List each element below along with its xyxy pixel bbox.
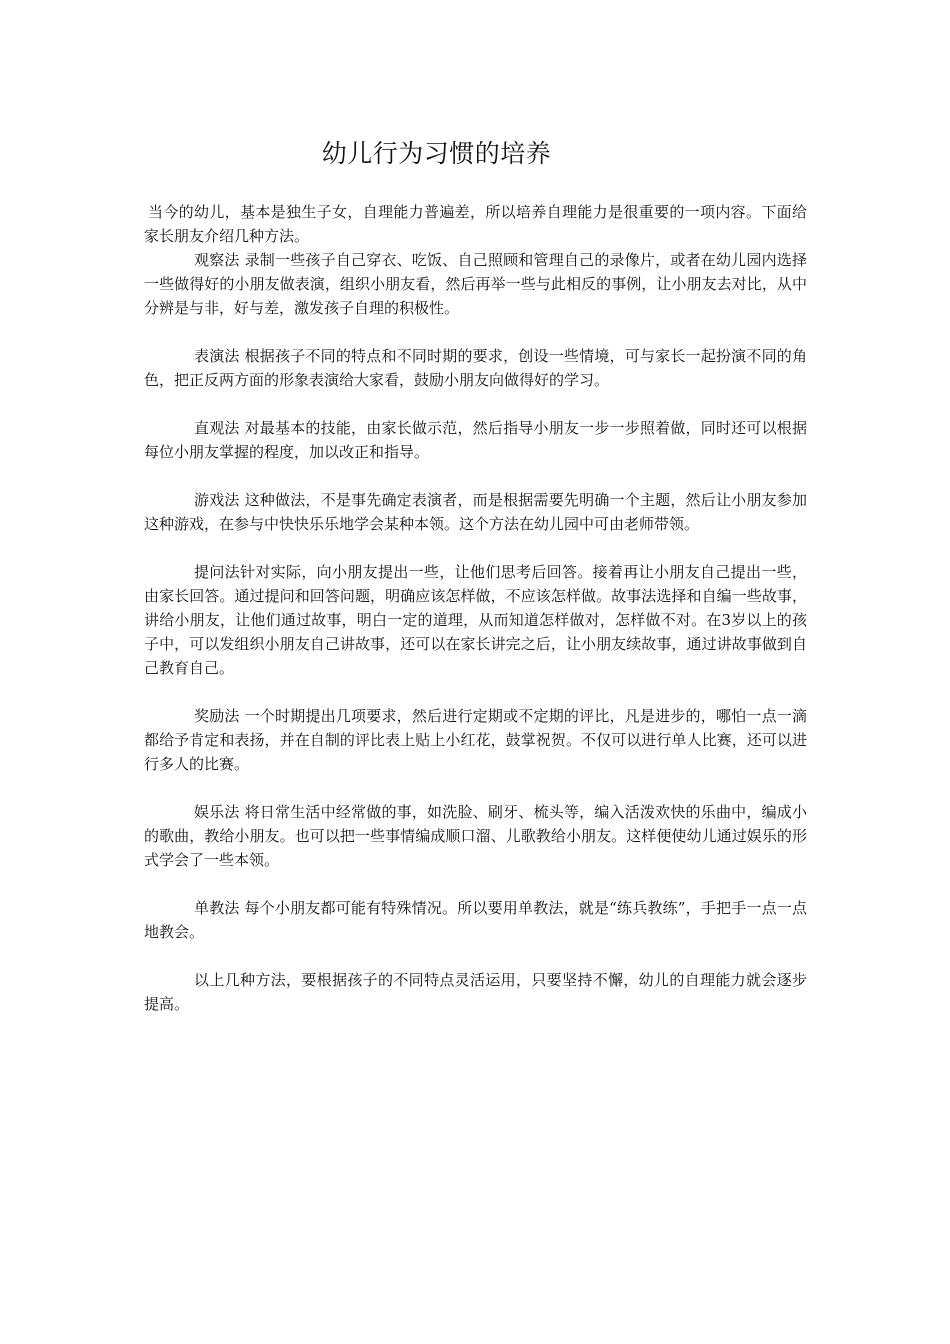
paragraph-gap	[144, 776, 807, 800]
paragraph-entertainment-method: 娱乐法 将日常生活中经常做的事，如洗脸、刷牙、梳头等，编入活泼欢快的乐曲中，编成小的歌曲，教给小朋友。也可以把一些事情编成顺口溜、儿歌教给小朋友。这样便使幼儿通过娱乐的形式学会了一些本领。	[144, 803, 807, 869]
paragraph-gap	[144, 872, 807, 896]
paragraph-conclusion: 以上几种方法，要根据孩子的不同特点灵活运用，只要坚持不懈，幼儿的自理能力就会逐步提高。	[144, 971, 807, 1013]
paragraph-observation-method: 观察法 录制一些孩子自己穿衣、吃饭、自己照顾和管理自己的录像片，或者在幼儿园内选择一些做得好的小朋友做表演，组织小朋友看，然后再举一些与此相反的事例，让小朋友去对比，从中分辨是与非，好与差，激发孩子自理的积极性。	[144, 251, 807, 317]
paragraph-gap	[144, 392, 807, 416]
paragraph-performance-method: 表演法 根据孩子不同的特点和不同时期的要求，创设一些情境，可与家长一起扮演不同的角色，把正反两方面的形象表演给大家看，鼓励小朋友向做得好的学习。	[144, 347, 807, 389]
paragraph-gap	[144, 464, 807, 488]
document-title: 幼儿行为习惯的培养	[321, 139, 552, 168]
paragraph-demonstration-method: 直观法 对最基本的技能，由家长做示范，然后指导小朋友一步一步照着做，同时还可以根据每位小朋友掌握的程度，加以改正和指导。	[144, 419, 807, 461]
paragraph-gap	[144, 536, 807, 560]
paragraph-game-method: 游戏法 这种做法，不是事先确定表演者，而是根据需要先明确一个主题，然后让小朋友参加这种游戏，在参与中快快乐乐地学会某种本领。这个方法在幼儿园中可由老师带领。	[144, 491, 807, 533]
paragraph-gap	[144, 320, 807, 344]
paragraph-individual-method: 单教法 每个小朋友都可能有特殊情况。所以要用单教法，就是“练兵教练”，手把手一点一点地教会。	[144, 899, 807, 941]
paragraph-gap	[144, 680, 807, 704]
paragraph-reward-method: 奖励法 一个时期提出几项要求，然后进行定期或不定期的评比，凡是进步的，哪怕一点一滴都给予肯定和表扬，并在自制的评比表上贴上小红花，鼓掌祝贺。不仅可以进行单人比赛，还可以进行多人的比赛。	[144, 707, 807, 773]
paragraph-gap	[144, 944, 807, 968]
paragraph-question-method: 提问法针对实际，向小朋友提出一些，让他们思考后回答。接着再让小朋友自己提出一些，由家长回答。通过提问和回答问题，明确应该怎样做，不应该怎样做。故事法选择和自编一些故事，讲给小朋友，让他们通过故事，明白一定的道理，从而知道怎样做对，怎样做不对。在3岁以上的孩子中，可以发组织小朋友自己讲故事，还可以在家长讲完之后，让小朋友续故事，通过讲故事做到自己教育自己。	[144, 563, 807, 677]
paragraph-intro: 当今的幼儿，基本是独生子女，自理能力普遍差，所以培养自理能力是很重要的一项内容。下面给家长朋友介绍几种方法。	[144, 203, 807, 245]
document-body	[144, 200, 807, 1016]
